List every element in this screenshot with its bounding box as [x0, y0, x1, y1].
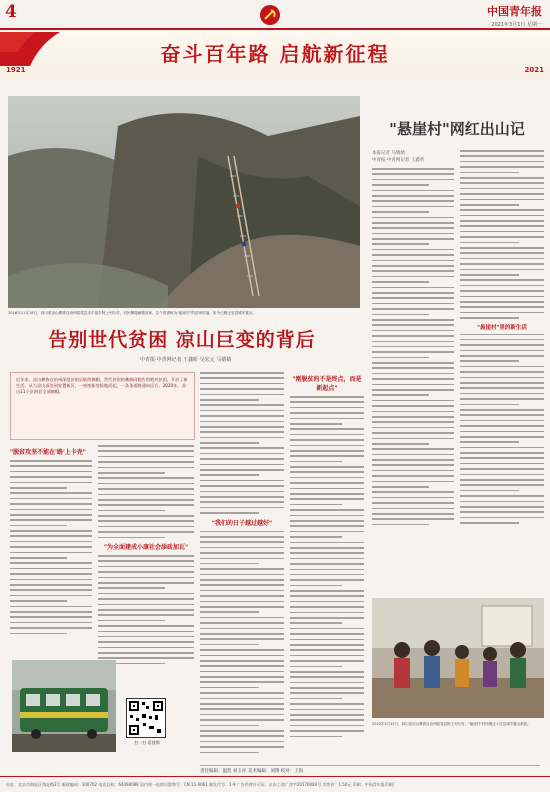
main-col-2 [98, 445, 194, 695]
intro-box: 近年来，凉山彝族自治州深度贫困县陆续摘帽，世代贫困的彝族同胞告别绝对贫困，开启了新生活。从大凉山深处到安置新区，一座座新房拔地而起，一条条道路通向远方。2020年，凉山11个贫困县全部摘帽。 [10, 372, 195, 440]
main-headline: 告别世代贫困 凉山巨变的背后 [48, 329, 316, 351]
main-subhead-1: "脱贫攻坚不能在'路'上卡壳" [10, 449, 86, 456]
side-story-subhead: "悬崖村"里的新生活 [477, 324, 527, 331]
side-story-col-1 [372, 168, 454, 593]
train-illustration [12, 660, 116, 752]
side-byline-2: 中青报·中青网记者 王鑫昕 [372, 158, 425, 163]
centenary-banner [0, 32, 550, 80]
cliff-photo-illustration [8, 96, 360, 308]
side-byline-1: 本报记者 马婧婧 [372, 151, 405, 156]
main-byline: 中青报·中青网记者 王鑫昕 吴宏元 马婧婧 [140, 357, 232, 363]
photo-caption: 2016年11月18日，四川省凉山彝族自治州昭觉县支尔莫乡阿土列尔村，村民攀爬藤梯回家。这个曾被称为"悬崖村"的贫困村落，如今已搬迁至县城安置点。 [8, 311, 256, 315]
issue-date: 2021年3月1日 星期一 [491, 22, 542, 28]
editors-line: 责任编辑：温凯 刘玉祥 美术编辑：刘翔 校对：王海 [200, 765, 540, 774]
banner-year-end: 2021 [524, 66, 544, 74]
main-subhead-4: "刚脱贫的不是终点，而是新起点" [292, 376, 362, 392]
banner-slogan: 奋斗百年路 启航新征程 [160, 42, 390, 66]
main-subhead-2: "为全面建成小康社会添砖加瓦" [103, 544, 189, 552]
relocated-family-photo [372, 598, 544, 718]
side-story-byline [372, 150, 424, 164]
main-subhead-3: "我们的日子越过越好" [211, 519, 273, 527]
side-story-title: "悬崖村"网红出山记 [389, 120, 525, 138]
main-col-4 [290, 372, 364, 760]
banner-year-start: 1921 [6, 66, 26, 74]
qr-code-icon [127, 699, 165, 737]
main-col-1 [10, 445, 92, 657]
party-emblem-icon [256, 3, 284, 27]
train-photo [12, 660, 116, 752]
masthead-right [487, 3, 542, 28]
qr-label: 扫一扫 看视频 [134, 740, 160, 745]
masthead [0, 0, 550, 30]
qr-code[interactable] [126, 698, 166, 738]
family-photo-caption: 2020年5月12日，四川省凉山彝族自治州昭觉县阿土列尔村，"悬崖村"村民搬迁入住县城安置点新居。 [372, 722, 531, 726]
main-col-3 [200, 372, 284, 760]
page-footer: 社址：北京市海淀区海淀路2号 邮政编码：100702 电话总机：64098088 国内统一连续出版物号：CN 11-0061 邮发代号：1-9 广告经营许可证：京东工商广登字20170084号 零售价：1.50元 印刷：中国青年报印刷厂 [0, 776, 550, 792]
page-number: 4 [5, 2, 17, 22]
side-story-col-2 [460, 150, 544, 593]
paper-name: 中国青年报 [487, 5, 542, 18]
family-photo-illustration [372, 598, 544, 718]
cliff-village-photo [8, 96, 360, 308]
